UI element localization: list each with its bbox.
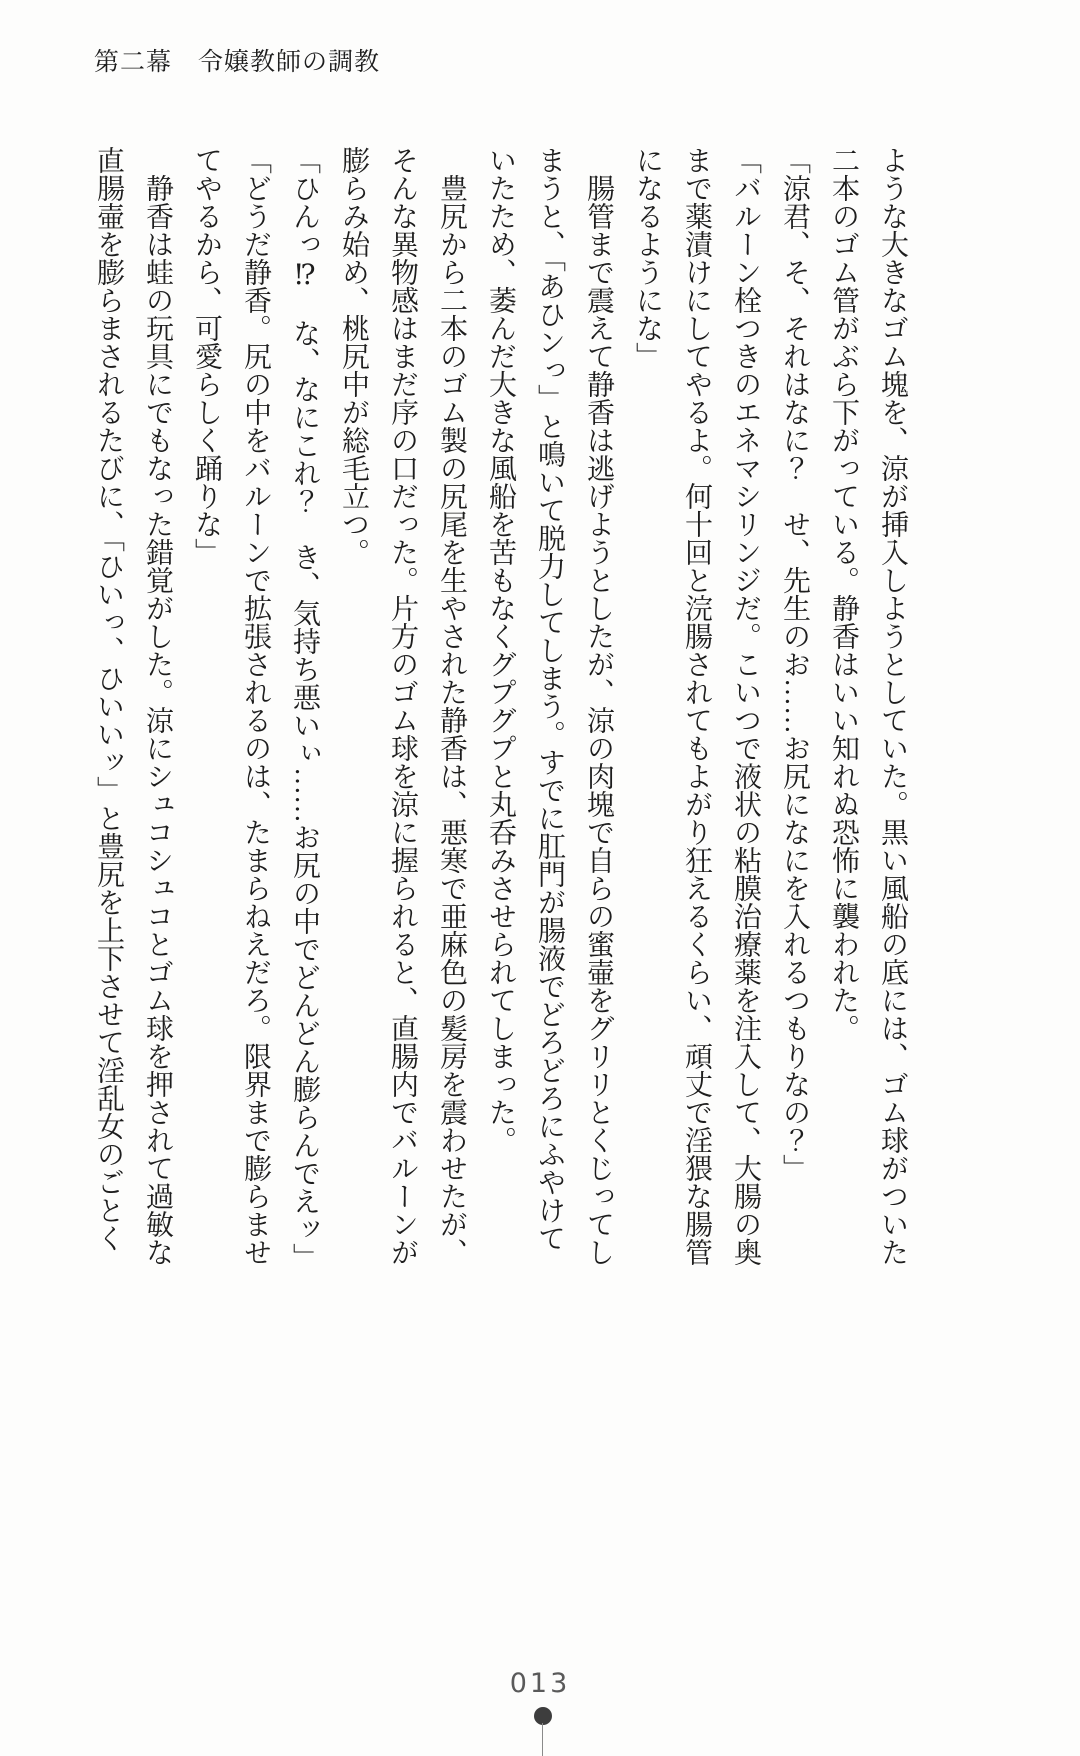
body-text (84, 146, 917, 1270)
footer-dot-ornament (534, 1707, 552, 1725)
page-number: 013 (509, 1668, 571, 1699)
chapter-header: 第二幕 令嬢教師の調教 (94, 49, 381, 76)
paragraph-dialogue: 「どうだ静香。尻の中をバルーンで拡張されるのは、たまらねえだろ。限界まで膨らませてやるから、可愛らしく踊りな」 (191, 146, 271, 1266)
paragraph: 豊尻から二本のゴム製の尻尾を生やされた静香は、悪寒で亜麻色の髪房を震わせたが、そんな異物感はまだ序の口だった。片方のゴム球を涼に握られると、直腸内でバルーンが膨らみ始め、桃尻中が総毛立つ。 (338, 146, 467, 1266)
paragraph: 静香は蛙の玩具にでもなった錯覚がした。涼にシュコシュコとゴム球を押されて過敏な直腸壷を膨らまされるたびに、「ひいっ、ひいいッ」と豊尻を上下させて淫乱女のごとく (93, 146, 173, 1266)
paragraph-dialogue: 「バルーン栓つきのエネマシリンジだ。こいつで液状の粘膜治療薬を注入して、大腸の奥まで薬漬けにしてやるよ。何十回と浣腸されてもよがり狂えるくらい、頑丈で淫猥な腸管になるようにな」 (632, 146, 761, 1266)
paragraph: 腸管まで震えて静香は逃げようとしたが、涼の肉塊で自らの蜜壷をグリリとくじってしまうと、「あひンっ」と鳴いて脱力してしまう。すでに肛門が腸液でどろどろにふやけていたため、萎んだ大きな風船を苦もなくグプグプと丸呑みさせられてしまった。 (485, 146, 614, 1266)
paragraph-dialogue: 「涼君、そ、それはなに？ せ、先生のお……お尻になにを入れるつもりなの？」 (779, 146, 810, 1182)
paragraph: ような大きなゴム塊を、涼が挿入しようとしていた。黒い風船の底には、ゴム球がついた二本のゴム管がぶら下がっている。静香はいい知れぬ恐怖に襲われた。 (828, 146, 908, 1266)
paragraph-dialogue: 「ひんっ⁉ な、なにこれ？ き、気持ち悪いぃ……お尻の中でどんどん膨らんでえッ」 (289, 146, 320, 1271)
footer-line-ornament (542, 1723, 543, 1756)
